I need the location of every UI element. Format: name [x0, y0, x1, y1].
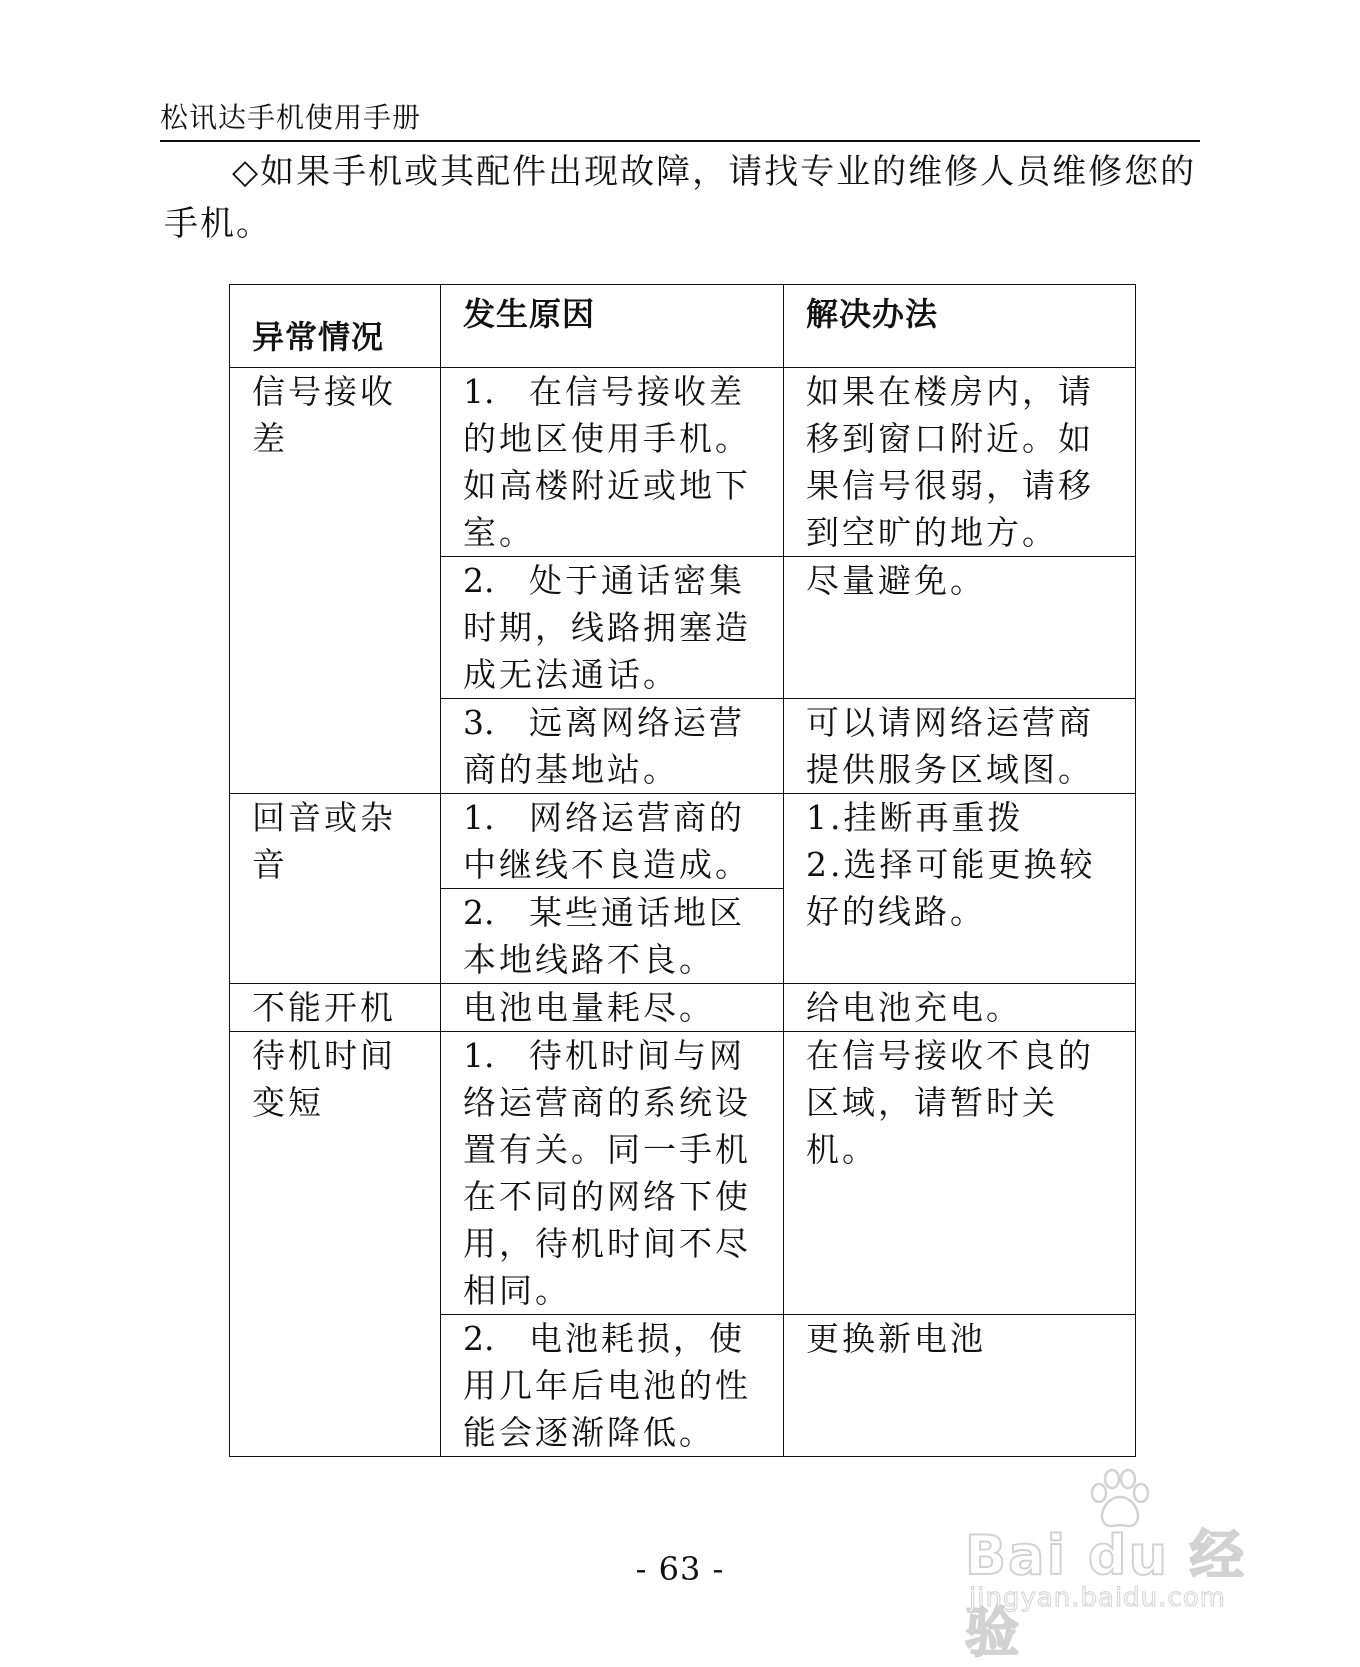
cause-cell: [441, 368, 784, 557]
watermark-url: jingyan.baidu.com: [969, 1583, 1226, 1613]
cause-cell: [441, 557, 784, 699]
solution-cell: 尽量避免。: [784, 557, 1136, 699]
solution-cell: [784, 794, 1136, 984]
cause-cell: 电池电量耗尽。: [441, 984, 784, 1032]
col-header-cause: 发生原因: [441, 285, 784, 368]
col-header-solution: 解决办法: [784, 285, 1136, 368]
cause-cell: [441, 1315, 784, 1457]
cause-text: 处于通话密集时期，线路拥塞造成无法通话。: [463, 561, 751, 694]
intro-text: ◇如果手机或其配件出现故障，请找专业的维修人员维修您的手机。: [164, 152, 1197, 244]
cause-text: 待机时间与网络运营商的系统设置有关。同一手机在不同的网络下使用，待机时间不尽相同。: [463, 1036, 751, 1310]
col-header-situation: 异常情况: [230, 285, 441, 368]
table-header-row: [230, 285, 1136, 368]
cause-text: 网络运营商的中继线不良造成。: [463, 798, 751, 884]
item-number: 1.: [463, 372, 495, 411]
situation-cell: 信号接收差: [230, 368, 441, 794]
item-number: 3.: [463, 703, 495, 742]
situation-cell: 不能开机: [230, 984, 441, 1032]
item-number: 2.: [463, 561, 495, 600]
solution-cell: 给电池充电。: [784, 984, 1136, 1032]
solution-line: 1.挂断再重拨: [806, 798, 1024, 837]
intro-paragraph: [164, 146, 1204, 250]
solution-line: 2.选择可能更换较好的线路。: [806, 845, 1096, 931]
cause-text: 电池耗损，使用几年后电池的性能会逐渐降低。: [463, 1319, 751, 1452]
header-rule: [160, 140, 1200, 142]
cause-cell: [441, 699, 784, 794]
cause-cell: [441, 889, 784, 984]
cause-cell: [441, 794, 784, 889]
situation-cell: 回音或杂音: [230, 794, 441, 984]
cause-text: 远离网络运营商的基地站。: [463, 703, 745, 789]
watermark-logo-text: Bai du 经验: [965, 1524, 1246, 1664]
cause-text: 某些通话地区本地线路不良。: [463, 893, 745, 979]
troubleshooting-table: [229, 284, 1136, 1457]
item-number: 2.: [463, 1319, 495, 1358]
item-number: 2.: [463, 893, 495, 932]
page-number: - 63 -: [635, 1550, 725, 1588]
cause-cell: [441, 1032, 784, 1315]
solution-cell: 如果在楼房内，请移到窗口附近。如果信号很弱，请移到空旷的地方。: [784, 368, 1136, 557]
running-header: 松讯达手机使用手册: [160, 101, 422, 134]
solution-cell: 可以请网络运营商提供服务区域图。: [784, 699, 1136, 794]
table-row: [230, 368, 1136, 557]
solution-cell: 在信号接收不良的区域，请暂时关机。: [784, 1032, 1136, 1315]
table-row: [230, 984, 1136, 1032]
situation-cell: 待机时间变短: [230, 1032, 441, 1457]
table-row: [230, 794, 1136, 889]
item-number: 1.: [463, 798, 495, 837]
item-number: 1.: [463, 1036, 495, 1075]
baidu-jingyan-watermark: [965, 1465, 1295, 1664]
table-row: [230, 1032, 1136, 1315]
cause-text: 在信号接收差的地区使用手机。如高楼附近或地下室。: [463, 372, 751, 552]
solution-cell: 更换新电池: [784, 1315, 1136, 1457]
